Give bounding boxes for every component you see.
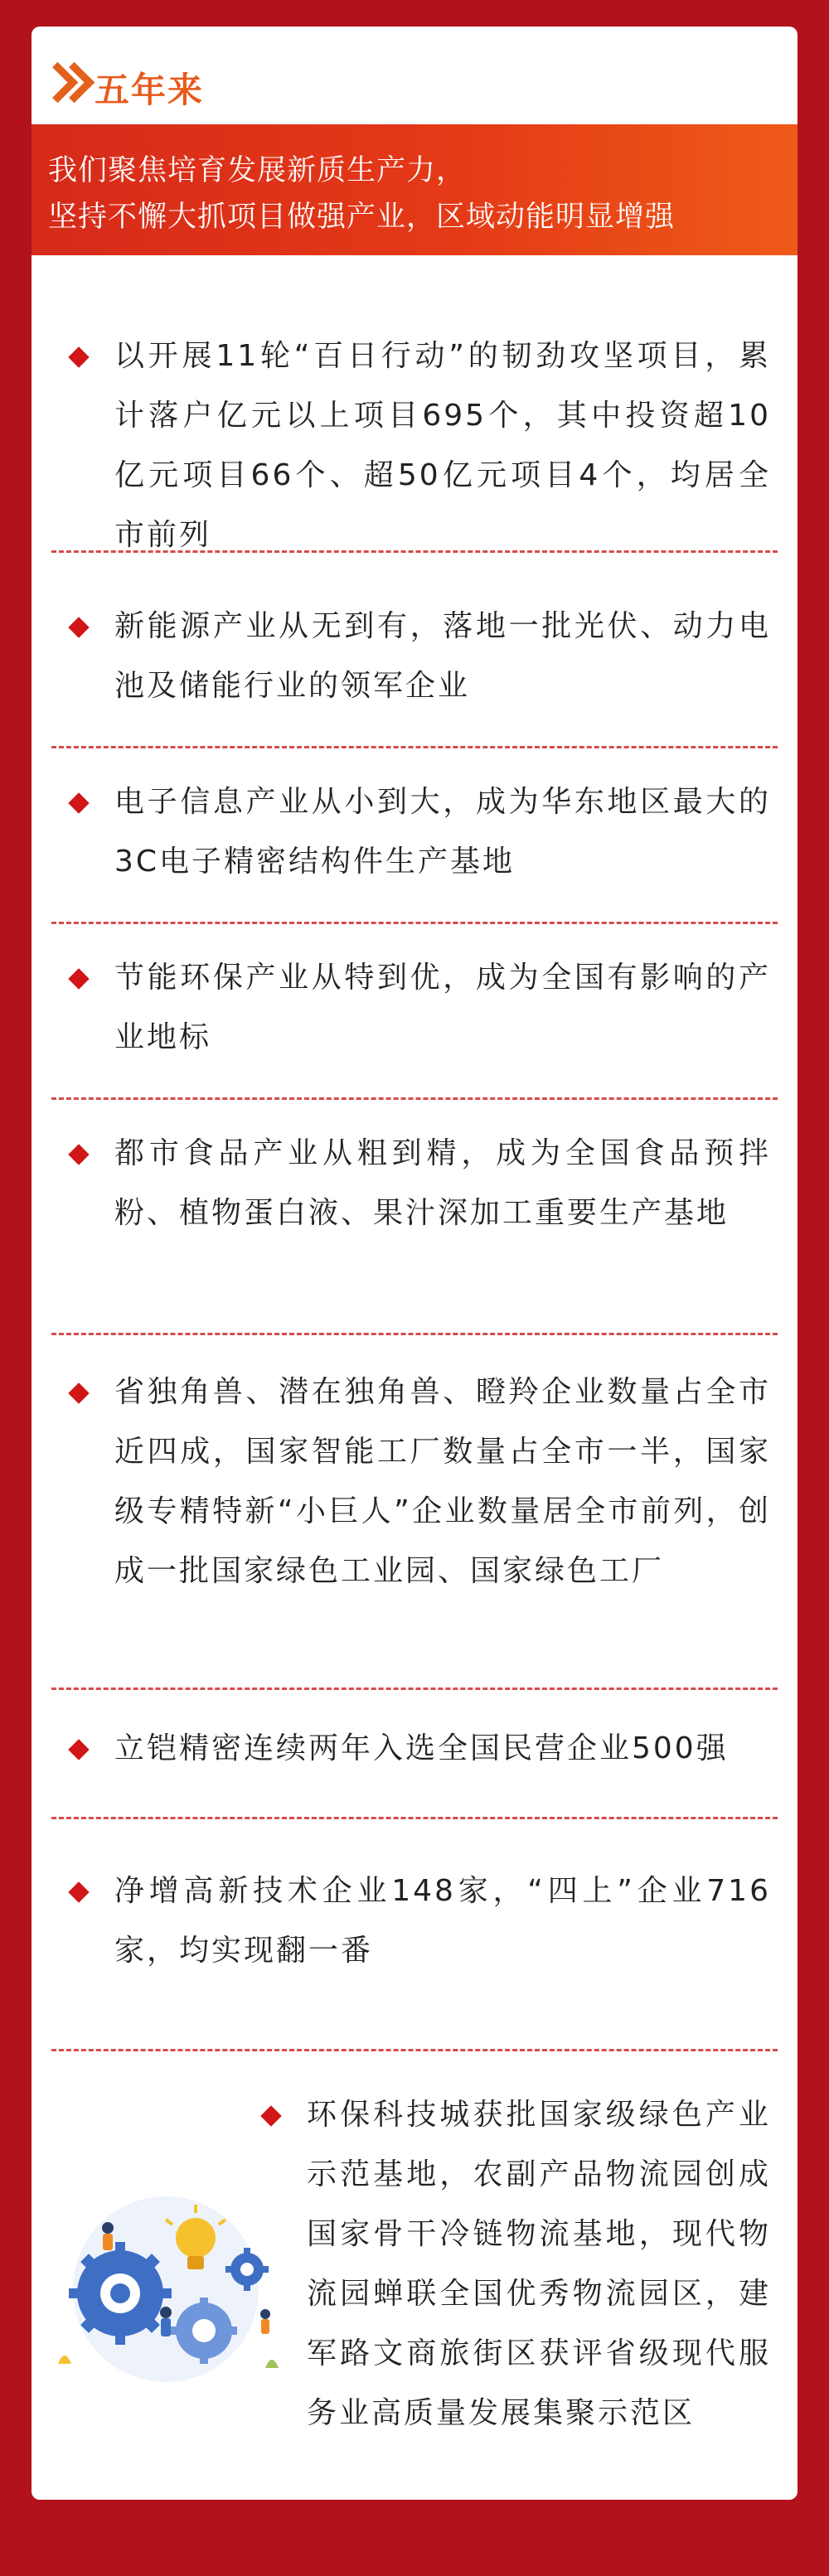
diamond-bullet-icon bbox=[68, 968, 89, 989]
list-item-text: 省独角兽、潜在独角兽、瞪羚企业数量占全市近四成，国家智能工厂数量占全市一半，国家级专精特新“小巨人”企业数量居全市前列，创成一批国家绿色工业园、国家绿色工厂 bbox=[114, 1375, 771, 1588]
list-item-text: 环保科技城获批国家级绿色产业示范基地，农副产品物流园创成国家骨干冷链物流基地，现代物流园蝉联全国优秀物流园区，建军路文商旅街区获评省级现代服务业高质量发展集聚示范区 bbox=[307, 2098, 771, 2430]
dashed-divider bbox=[51, 1817, 778, 1819]
dashed-divider bbox=[51, 746, 778, 748]
gears-lightbulb-illustration bbox=[41, 2190, 290, 2389]
banner-line-1: 我们聚焦培育发展新质生产力， bbox=[48, 154, 467, 187]
banner-line-2: 坚持不懈大抓项目做强产业，区域动能明显增强 bbox=[48, 201, 676, 234]
list-item-text: 净增高新技术企业148家，“四上”企业716家，均实现翻一番 bbox=[114, 1874, 771, 1968]
list-item-text: 以开展11轮“百日行动”的韧劲攻坚项目，累计落户亿元以上项目695个，其中投资超10亿元项目66个、超50亿元项目4个，均居全市前列 bbox=[114, 339, 771, 552]
dashed-divider bbox=[51, 550, 778, 553]
section-header bbox=[32, 27, 797, 126]
dashed-divider bbox=[51, 922, 778, 924]
dashed-divider bbox=[51, 1333, 778, 1335]
dashed-divider bbox=[51, 2049, 778, 2051]
diamond-bullet-icon bbox=[260, 2105, 281, 2126]
diamond-bullet-icon bbox=[68, 1382, 89, 1403]
dashed-divider bbox=[51, 1097, 778, 1100]
list-item-text: 电子信息产业从小到大，成为华东地区最大的3C电子精密结构件生产基地 bbox=[114, 785, 771, 879]
list-item-text: 新能源产业从无到有，落地一批光伏、动力电池及储能行业的领军企业 bbox=[114, 609, 771, 703]
list-item-text: 节能环保产业从特到优，成为全国有影响的产业地标 bbox=[114, 961, 771, 1054]
diamond-bullet-icon bbox=[68, 1144, 89, 1165]
list-item-text: 都市食品产业从粗到精，成为全国食品预拌粉、植物蛋白液、果汁深加工重要生产基地 bbox=[114, 1136, 771, 1230]
diamond-bullet-icon bbox=[68, 617, 89, 637]
diamond-bullet-icon bbox=[68, 346, 89, 367]
content-card bbox=[32, 27, 797, 2500]
diamond-bullet-icon bbox=[68, 1881, 89, 1902]
diamond-bullet-icon bbox=[68, 792, 89, 813]
summary-banner bbox=[32, 124, 797, 255]
list-item-text: 立铠精密连续两年入选全国民营企业500强 bbox=[114, 1731, 729, 1765]
dashed-divider bbox=[51, 1687, 778, 1690]
diamond-bullet-icon bbox=[68, 1739, 89, 1760]
section-title: 五年来 bbox=[95, 70, 205, 110]
